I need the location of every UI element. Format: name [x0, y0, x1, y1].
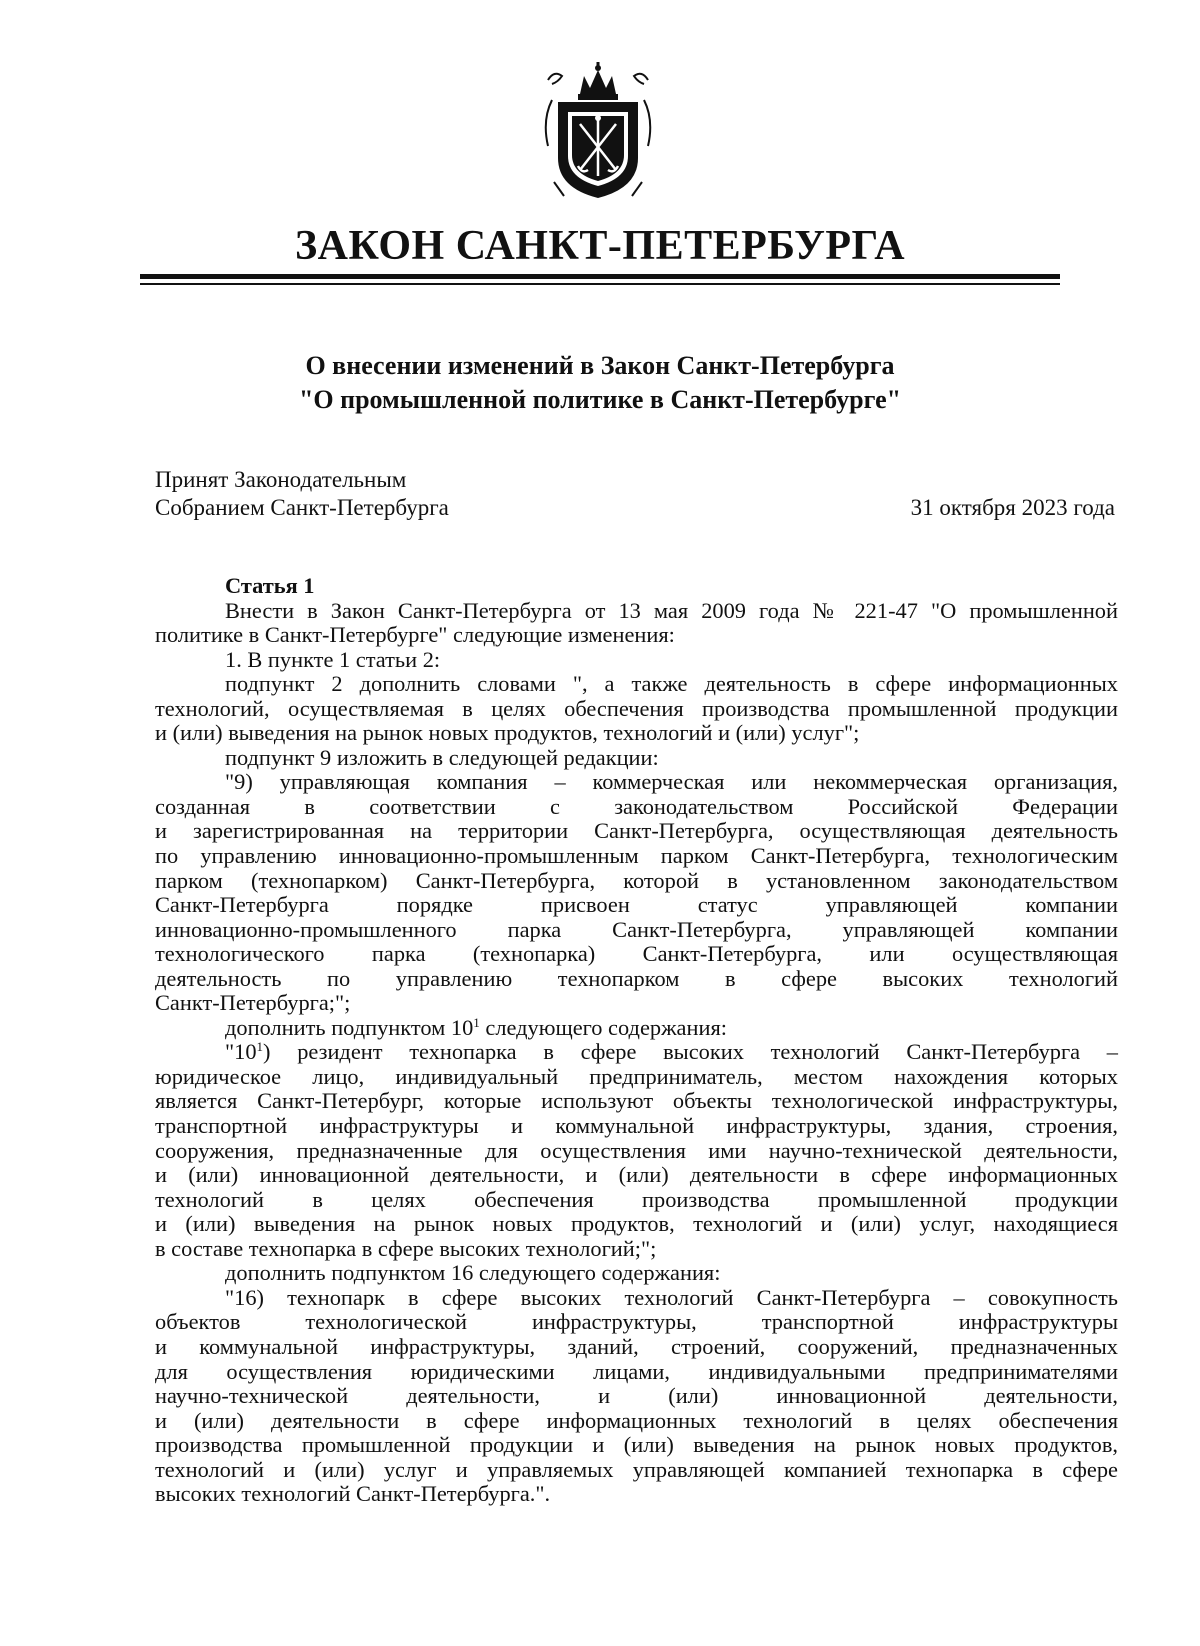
subtitle-line-2: "О промышленной политике в Санкт-Петербурге" [298, 385, 902, 414]
adoption-date: 31 октября 2023 года [910, 495, 1115, 520]
subitem-10-1-line: технологий в целях обеспечения производства промышленной продукции [155, 1186, 1118, 1212]
subitem-10-1-line: является Санкт-Петербург, которые используют объекты технологической инфраструктуры, [155, 1088, 1118, 1114]
subitem-10-1-line: транспортной инфраструктуры и коммунальной инфраструктуры, здания, строения, [155, 1113, 1118, 1139]
subitem-9-line: Санкт-Петербурга порядке присвоен статус управляющей компании [155, 892, 1118, 918]
title-rule-thin [140, 283, 1060, 285]
subitem-9-line: инновационно-промышленного парка Санкт-Петербурга, управляющей компании [155, 916, 1118, 942]
adoption-block [155, 466, 1115, 522]
article-body [155, 574, 1118, 1507]
title-rule-thick [140, 274, 1060, 279]
adopted-by-line-2: Собранием Санкт-Петербурга [155, 495, 449, 520]
subitem-9-line: по управлению инновационно-промышленным парком Санкт-Петербурга, технологическим [155, 843, 1118, 869]
subitem-10-1-number: "10 [225, 1039, 257, 1065]
subitem-9-line: Санкт-Петербурга;"; [155, 990, 351, 1016]
subitem-9-line: технологического парка (технопарка) Санкт-Петербурга, или осуществляющая [155, 941, 1118, 967]
item-1: 1. В пункте 1 статьи 2: [225, 646, 441, 672]
subitem-10-1-text: ) резидент технопарка в сфере высоких технологий Санкт-Петербурга – [263, 1039, 1118, 1065]
subitem-16-line: объектов технологической инфраструктуры, транспортной инфраструктуры [155, 1309, 1118, 1335]
subitem-9-line: деятельность по управлению технопарком в сфере высоких технологий [155, 965, 1118, 991]
subitem-10-1-intro-text: следующего содержания: [479, 1014, 727, 1040]
subitem-16-line: "16) технопарк в сфере высоких технологий Санкт-Петербурга – совокупность [225, 1284, 1118, 1310]
law-title: ЗАКОН САНКТ-ПЕТЕРБУРГА [294, 223, 906, 269]
subitem-16-line: и коммунальной инфраструктуры, зданий, строений, сооружений, предназначенных [155, 1333, 1118, 1359]
subitem-2-line: технологий, осуществляемая в целях обеспечения производства промышленной продукции [155, 695, 1118, 721]
subitem-9-line: "9) управляющая компания – коммерческая или некоммерческая организация, [225, 769, 1118, 795]
coat-of-arms-emblem [528, 62, 668, 202]
subitem-10-1-line: и (или) инновационной деятельности, и (или) деятельности в сфере информационных [155, 1162, 1118, 1188]
subitem-9-line: парком (технопарком) Санкт-Петербурга, которой в установленном законодательством [155, 867, 1118, 893]
subitem-9-line: созданная в соответствии с законодательством Российской Федерации [155, 793, 1118, 819]
subitem-16-line: технологий и (или) услуг и управляемых управляющей компанией технопарка в сфере [155, 1456, 1118, 1482]
article-intro-line-2: политике в Санкт-Петербурге" следующие изменения: [155, 622, 675, 648]
subitem-9-intro: подпункт 9 изложить в следующей редакции: [225, 744, 659, 770]
subitem-16-intro: дополнить подпунктом 16 следующего содержания: [225, 1260, 721, 1286]
subitem-2-line: и (или) выведения на рынок новых продуктов, технологий и (или) услуг"; [155, 720, 860, 746]
subitem-16-line: производства промышленной продукции и (или) выведения на рынок новых продуктов, [155, 1432, 1118, 1458]
subitem-10-1-intro [155, 1016, 1118, 1041]
superscript: 1 [473, 1014, 480, 1030]
subitem-9-line: и зарегистрированная на территории Санкт-Петербурга, осуществляющая деятельность [155, 818, 1118, 844]
adopted-by-line-1: Принят Законодательным [155, 467, 407, 492]
subitem-10-1-line: юридическое лицо, индивидуальный предприниматель, местом нахождения которых [155, 1063, 1118, 1089]
article-intro-line-1: Внести в Закон Санкт-Петербурга от 13 мая 2009 года № 221-47 "О промышленной [225, 597, 1118, 623]
subtitle-line-1: О внесении изменений в Закон Санкт-Петербурга [305, 351, 895, 380]
subitem-10-1-intro-text: дополнить подпунктом 10 [225, 1014, 474, 1040]
article-heading: Статья 1 [225, 573, 315, 598]
subitem-10-1-line: в составе технопарка в сфере высоких технологий;"; [155, 1235, 657, 1261]
subitem-2-line: подпункт 2 дополнить словами ", а также деятельность в сфере информационных [225, 671, 1118, 697]
law-subtitle [0, 349, 1200, 417]
subitem-10-1-line: и (или) выведения на рынок новых продуктов, технологий и (или) услуг, находящиеся [155, 1211, 1118, 1237]
subitem-16-line: и (или) деятельности в сфере информационных технологий в целях обеспечения [155, 1407, 1118, 1433]
subitem-10-1-line [155, 1040, 1118, 1065]
subitem-10-1-line: сооружения, предназначенные для осуществления ими научно-технической деятельности, [155, 1137, 1118, 1163]
subitem-16-line: высоких технологий Санкт-Петербурга.". [155, 1481, 551, 1507]
superscript: 1 [256, 1039, 264, 1055]
subitem-16-line: научно-технической деятельности, и (или) инновационной деятельности, [155, 1383, 1118, 1409]
subitem-16-line: для осуществления юридическими лицами, индивидуальными предпринимателями [155, 1358, 1118, 1384]
